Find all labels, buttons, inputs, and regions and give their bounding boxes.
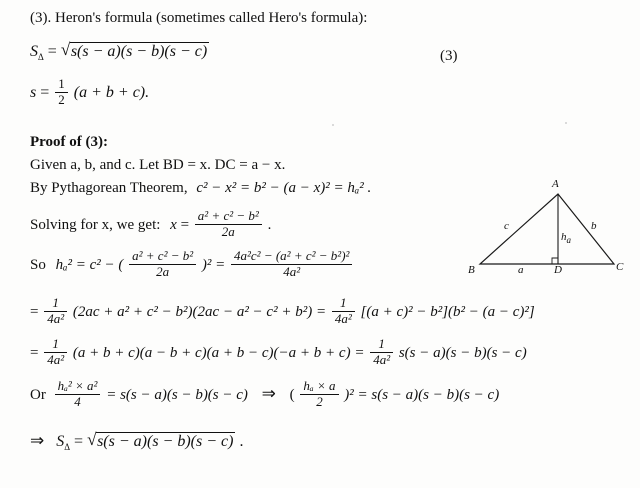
so-frac1-denominator: 2a xyxy=(156,263,170,279)
equals-sign: = xyxy=(47,43,57,60)
one-half-fraction xyxy=(55,77,68,108)
equals-sign-6: = xyxy=(74,433,84,450)
expansion1-middle: (2ac + a² + c² − b²)(2ac − a² − c² + b²) = xyxy=(72,303,327,320)
so-line xyxy=(30,250,354,281)
vertex-label-A: A xyxy=(552,178,559,190)
vertex-label-C: C xyxy=(616,261,624,273)
pythagorean-expression: c² − x² = b² − (a − x)² = hₐ² . xyxy=(196,180,372,196)
so-frac2-numerator: 4a²c² − (a² + c² − b²)² xyxy=(231,249,352,265)
expansion-line-1 xyxy=(30,297,535,328)
period: . xyxy=(267,216,272,233)
expansion2-frac2-denominator: 4a² xyxy=(373,351,391,367)
conclusion-area-subscript: Δ xyxy=(64,442,71,453)
expansion2-frac1-numerator: 1 xyxy=(44,337,67,353)
expansion1-fraction-1 xyxy=(44,296,67,327)
so-mid: )² = xyxy=(201,256,226,273)
expansion2-fraction-1 xyxy=(44,337,67,368)
solving-for-x-line xyxy=(30,210,271,241)
implies-arrow-icon-2: ⇒ xyxy=(30,431,45,450)
expansion2-fraction-2 xyxy=(370,337,393,368)
or-prefix: Or xyxy=(30,386,46,403)
so-fraction-2 xyxy=(231,249,352,280)
x-fraction-numerator: a² + c² − b² xyxy=(195,209,262,225)
equals-sign-3: = xyxy=(180,216,190,233)
scan-speck xyxy=(565,122,567,124)
equals-sign-4: = xyxy=(30,303,39,320)
conclusion-area-symbol: S xyxy=(56,433,65,450)
so-fraction-1 xyxy=(129,249,196,280)
so-frac2-denominator: 4a² xyxy=(283,263,301,279)
area-formula xyxy=(30,42,209,61)
expansion1-tail: [(a + c)² − b²](b² − (a − c)²] xyxy=(360,303,535,320)
expansion-line-2 xyxy=(30,338,527,369)
pythagorean-line xyxy=(30,180,371,197)
or-frac1-numerator: hₐ² × a² xyxy=(55,379,101,395)
or-fraction-1 xyxy=(55,379,101,410)
expansion1-frac1-denominator: 4a² xyxy=(47,310,65,326)
or-line xyxy=(30,380,499,411)
pythagorean-prefix: By Pythagorean Theorem, xyxy=(30,180,188,196)
area-symbol: S xyxy=(30,43,38,60)
so-lhs: hₐ² = c² − ( xyxy=(55,256,124,273)
vertex-label-B: B xyxy=(468,264,475,276)
side-label-a: a xyxy=(518,264,524,276)
conclusion-radicand: s(s − a)(s − b)(s − c) xyxy=(97,433,234,450)
square-root-icon xyxy=(61,42,209,61)
area-symbol-subscript: Δ xyxy=(38,52,44,63)
or-frac2-denominator: 2 xyxy=(316,393,323,409)
so-prefix: So xyxy=(30,256,46,273)
or-middle: = s(s − a)(s − b)(s − c) xyxy=(106,386,248,403)
x-symbol: x xyxy=(170,216,177,233)
expansion2-frac2-numerator: 1 xyxy=(370,337,393,353)
side-label-b: b xyxy=(591,220,597,232)
fraction-denominator: 2 xyxy=(58,91,65,107)
expansion1-frac1-numerator: 1 xyxy=(44,296,67,312)
or-frac2-numerator: hₐ × a xyxy=(300,379,338,395)
altitude-label-h-text: h xyxy=(561,231,567,243)
implies-arrow-icon: ⇒ xyxy=(261,383,276,403)
or-frac1-denominator: 4 xyxy=(74,393,81,409)
expansion2-frac1-denominator: 4a² xyxy=(47,351,65,367)
expansion1-frac2-numerator: 1 xyxy=(332,296,355,312)
conclusion-line xyxy=(30,432,243,451)
or-fraction-2 xyxy=(300,379,338,410)
altitude-label-h xyxy=(561,231,571,246)
vertex-label-D: D xyxy=(554,264,562,276)
heron-formula-title: (3). Heron's formula (sometimes called Hero's formula): xyxy=(30,10,368,26)
scan-speck xyxy=(332,124,334,126)
fraction-numerator: 1 xyxy=(55,77,68,93)
x-fraction-denominator: 2a xyxy=(221,223,235,239)
equals-sign-2: = xyxy=(40,84,50,102)
side-label-c: c xyxy=(504,220,509,232)
semiperimeter-symbol: s xyxy=(30,84,37,102)
expansion2-tail: s(s − a)(s − b)(s − c) xyxy=(398,344,527,361)
x-fraction xyxy=(195,209,262,240)
triangle-diagram xyxy=(466,176,626,294)
proof-heading: Proof of (3): xyxy=(30,134,109,150)
conclusion-period: . xyxy=(239,433,244,450)
expansion1-fraction-2 xyxy=(332,296,355,327)
square-root-icon-2 xyxy=(87,432,235,451)
solving-prefix: Solving for x, we get: xyxy=(30,216,161,233)
or-tail: )² = s(s − a)(s − b)(s − c) xyxy=(344,386,500,403)
or-paren-open: ( xyxy=(289,386,295,403)
so-frac1-numerator: a² + c² − b² xyxy=(129,249,196,265)
triangle-svg xyxy=(466,176,626,294)
semiperimeter-rest: (a + b + c). xyxy=(73,84,150,102)
given-line: Given a, b, and c. Let BD = x. DC = a − x. xyxy=(30,157,286,173)
expansion2-middle: (a + b + c)(a − b + c)(a + b − c)(−a + b + c) = xyxy=(72,344,365,361)
expansion1-frac2-denominator: 4a² xyxy=(334,310,352,326)
semiperimeter-formula xyxy=(30,78,149,109)
altitude-label-h-subscript: a xyxy=(566,235,571,246)
area-radicand: s(s − a)(s − b)(s − c) xyxy=(70,43,208,60)
equals-sign-5: = xyxy=(30,344,39,361)
equation-number: (3) xyxy=(440,48,458,64)
